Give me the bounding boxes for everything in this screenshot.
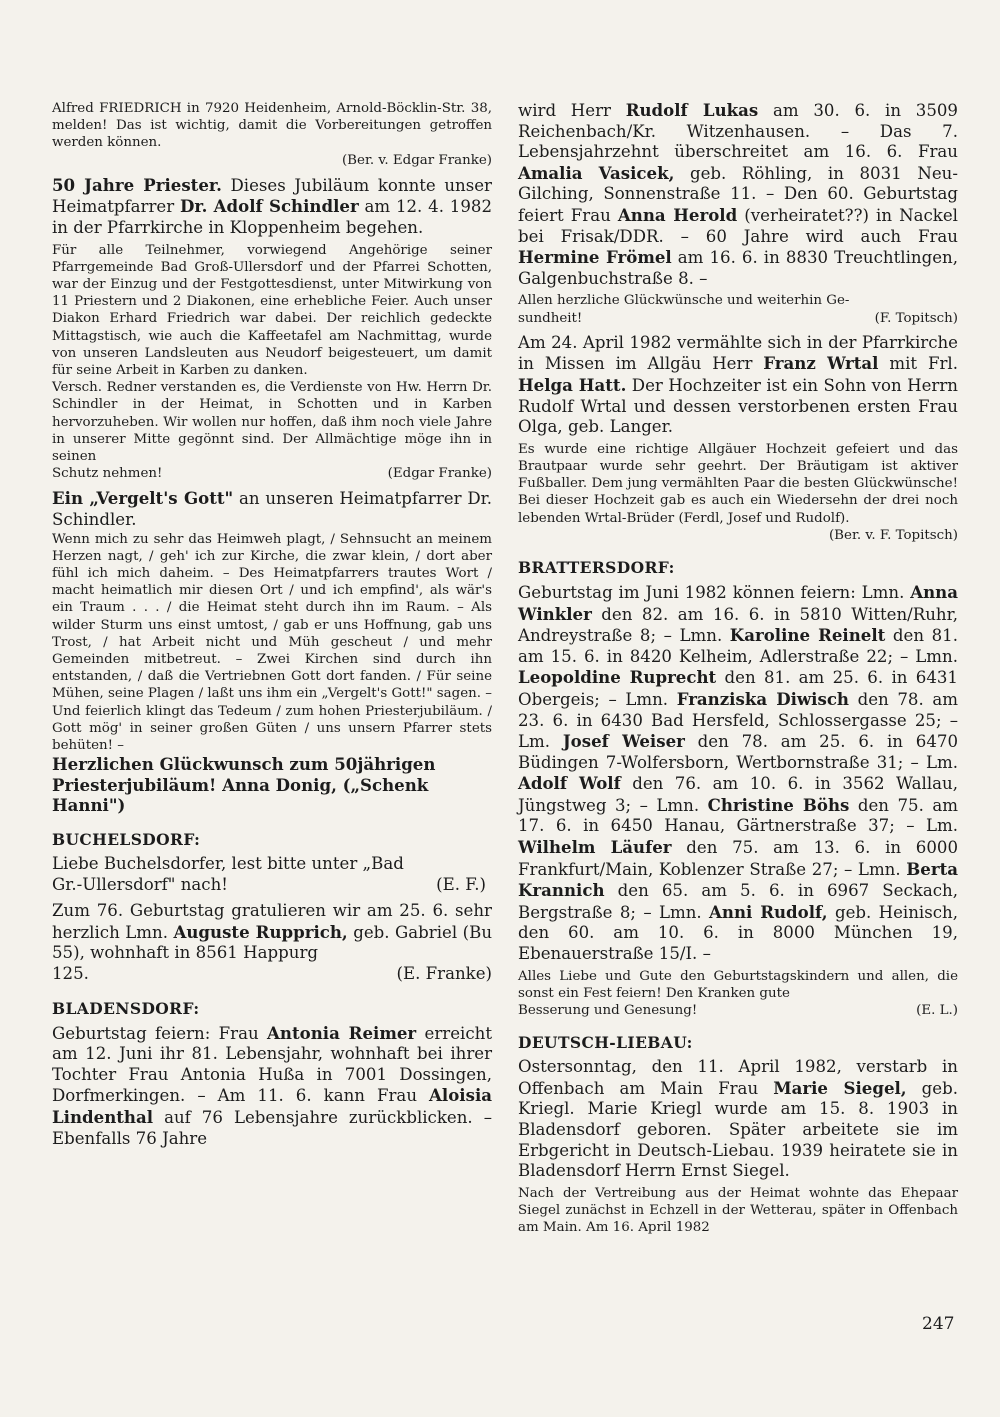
bold-name: Franziska Diwisch: [676, 688, 849, 709]
signature: (Ber. v. F. Topitsch): [828, 527, 958, 543]
signature-row: 125. (E. Franke): [52, 964, 492, 984]
bold-name: Hermine Frömel: [518, 247, 672, 268]
paragraph-feier: Für alle Teilnehmer, vorwiegend Angehörige seiner Pfarrgemeinde Bad Groß-Ullersdorf und der Pfarrei Schotten, war der Einzug und der Festgottesdienst, unter Mitwirkung von 11 Priestern und 2 Diakonen, eine erhebliche Feier. Auch unser Diakon Erhard Friedrich war dabei. Der reichlich gedeckte Mittagstisch, wie auch die Kaffeetafel am Nachmittag, wurde von unseren Landsleuten aus Neudorf beigesteuert, um damit für seine Arbeit in Karben zu danken.: [52, 242, 492, 379]
bold-name: Leopoldine Ruprecht: [518, 667, 717, 688]
section-heading-brattersdorf: BRATTERSDORF:: [518, 557, 675, 577]
bold-name: Anni Rudolf,: [709, 901, 828, 922]
bold-name: Anna Herold: [617, 204, 738, 225]
signature: (E. F.): [436, 874, 486, 894]
bold-name: Anna Winkler: [518, 581, 958, 624]
signature-row: Schutz nehmen! (Edgar Franke): [52, 466, 492, 482]
vergelts-gott-heading: Ein „Vergelt's Gott" an unseren Heimatpfarrer Dr. Schindler.: [52, 488, 493, 530]
paragraph-buchelsdorf: Liebe Buchelsdorfer, lest bitte unter „Bad: [52, 854, 404, 874]
signature: (Ber. v. Edgar Franke): [341, 152, 492, 168]
right-column: [518, 100, 958, 1236]
signature-row: Gr.-Ullersdorf" nach! (E. F.): [52, 874, 486, 894]
bold-name: Marie Siegel,: [773, 1077, 907, 1098]
paragraph-birthdays: wird Herr Rudolf Lukas am 30. 6. in 3509 Reichenbach/Kr. Witzenhausen. – Das 7. Lebensjahrzehnt überschreitet am 16. 6. Frau Amalia Vasicek, geb. Röhling, in 8031 Neu-Gilching, Sonnenstraße 11. – Den 60. Geburtstag feiert Frau Anna Herold (verheiratet??) in Nackel bei Frisak/DDR. – 60 Jahre wird auch Frau Hermine Frömel am 16. 6. in 8830 Treuchtlingen, Galgenbuchstraße 8. –: [518, 100, 958, 288]
signature: (Edgar Franke): [387, 466, 492, 482]
paragraph-rupprich: Zum 76. Geburtstag gratulieren wir am 25. 6. sehr herzlich Lmn. Auguste Rupprich, geb. Gabriel (Bu 55), wohnhaft in 8561 Happurg: [52, 901, 493, 963]
left-column: [52, 100, 492, 1149]
bold-name: Aloisia Lindenthal: [52, 1085, 492, 1127]
page-number: 247: [922, 1314, 955, 1334]
paragraph-bladensdorf: Geburtstag feiern: Frau Antonia Reimer erreicht am 12. Juni ihr 81. Lebensjahr, wohnhaft bei ihrer Tochter Frau Antonia Hußa in 7001 Dossingen, Dorfmerkingen. – Am 11. 6. kann Frau Aloisia Lindenthal auf 76 Lebensjahre zurückblicken. – Ebenfalls 76 Jahre: [52, 1022, 492, 1148]
article-50-jahre-priester: 50 Jahre Priester. Dieses Jubiläum konnte unser Heimatpfarrer Dr. Adolf Schindler am 12. 4. 1982 in der Pfarrkirche in Kloppenheim begehen.: [52, 174, 492, 237]
bold-name: Adolf Wolf: [518, 773, 621, 794]
bold-name: Dr. Adolf Schindler: [179, 196, 359, 217]
bold-name: Christine Böhs: [707, 794, 850, 815]
signature: (E. L.): [916, 1003, 958, 1019]
section-heading-bladensdorf: BLADENSDORF:: [52, 998, 200, 1018]
bold-name: Helga Hatt.: [518, 374, 627, 395]
bold-name: Franz Wrtal: [763, 353, 879, 374]
paragraph-wedding: Am 24. April 1982 vermählte sich in der Pfarrkirche in Missen im Allgäu Herr Franz Wrtal mit Frl. Helga Hatt. Der Hochzeiter ist ein Sohn von Herrn Rudolf Wrtal und dessen verstorbenen ersten Frau Olga, geb. Langer.: [518, 332, 958, 437]
signature: (E. Franke): [396, 964, 492, 984]
bold-name: Antonia Reimer: [267, 1022, 417, 1043]
bold-name: Karoline Reinelt: [729, 625, 886, 646]
section-heading-buchelsdorf: BUCHELSDORF:: [52, 830, 201, 850]
signature-row: Besserung und Genesung! (E. L.): [518, 1003, 958, 1019]
paragraph-brattersdorf: Geburtstag im Juni 1982 können feiern: Lmn. Anna Winkler den 82. am 16. 6. in 5810 Witten/Ruhr, Andreystraße 8; – Lmn. Karoline Reinelt den 81. am 15. 6. in 8420 Kelheim, Adlerstraße 22; – Lmn. Leopoldine Ruprecht den 81. am 25. 6. in 6431 Obergeis; – Lmn. Franziska Diwisch den 78. am 23. 6. in 6430 Bad Hersfeld, Schlossergasse 25; – Lm. Josef Weiser den 78. am 25. 6. in 6470 Büdingen 7-Wolfersborn, Wertbornstraße 31; – Lm. Adolf Wolf den 76. am 10. 6. in 3562 Wallau, Jüngstweg 3; – Lmn. Christine Böhs den 75. am 17. 6. in 6450 Hanau, Gärtnerstraße 37; – Lm. Wilhelm Läufer den 75. am 13. 6. in 6000 Frankfurt/Main, Koblenzer Straße 27; – Lmn. Berta Krannich den 65. am 5. 6. in 6967 Seckach, Bergstraße 8; – Lmn. Anni Rudolf, geb. Heinisch, den 60. am 10. 6. in 8000 München 19, Ebenauerstraße 15/I. –: [518, 581, 959, 964]
congratulation-bold: Herzlichen Glückwunsch zum 50jährigen Priesterjubiläum! Anna Donig, („Schenk Hanni"): [52, 754, 436, 816]
paragraph-deutsch-liebau: Ostersonntag, den 11. April 1982, verstarb in Offenbach am Main Frau Marie Siegel, geb. Kriegl. Marie Kriegl wurde am 15. 8. 1903 in Bladensdorf geboren. Später arbeitete sie im Erbgericht in Deutsch-Liebau. 1939 heiratete sie in Bladensdorf Herrn Ernst Siegel.: [518, 1057, 958, 1181]
bold-name: Auguste Rupprich,: [173, 921, 348, 942]
paragraph-brattersdorf-wishes: Alles Liebe und Gute den Geburtstagskindern und allen, die sonst ein Fest feiern! Den Kranken gute: [518, 968, 958, 1001]
paragraph-wishes: Allen herzliche Glückwünsche und weiterhin Ge-: [518, 293, 850, 309]
bold-title: 50 Jahre Priester.: [52, 174, 222, 195]
bold-name: Amalia Vasicek,: [518, 162, 675, 183]
paragraph-deutsch-liebau-detail: Nach der Vertreibung aus der Heimat wohnte das Ehepaar Siegel zunächst in Echzell in der Wetterau, später in Offenbach am Main. Am 16. April 1982: [518, 1185, 958, 1236]
paragraph-heidenheim: Alfred FRIEDRICH in 7920 Heidenheim, Arnold-Böcklin-Str. 38, melden! Das ist wichtig, damit die Vorbereitungen getroffen werden können.: [52, 101, 492, 151]
bold-name: Wilhelm Läufer: [518, 837, 672, 858]
signature: (F. Topitsch): [874, 310, 958, 326]
poem: Wenn mich zu sehr das Heimweh plagt, / Sehnsucht an meinem Herzen nagt, / geh' ich zur Kirche, die zwar klein, / dort aber fühl ich mich daheim. – Des Heimatpfarrers trautes Wort / macht heimatlich mir diesen Ort / und ich empfind', als wär's ein Traum . . . / die Heimat steht durch ihn im Raum. – Als wilder Sturm uns einst umtost, / gab er uns Hoffnung, gab uns Trost, / hat Arbeit nicht und Müh gescheut / und mehr Gemeinden mitbetreut. – Zwei Kirchen sind durch ihn entstanden, / daß die Vertriebnen Gott dort fanden. / Für seine Mühen, seine Plagen / laßt uns ihm ein „Vergelt's Gott!" sagen. – Und feierlich klingt das Tedeum / zum hohen Priesterjubiläum. / Gott mög' in seiner großen Güten / uns unsern Pfarrer stets behüten! –: [52, 531, 492, 754]
bold-name: Rudolf Lukas: [625, 100, 759, 120]
paragraph-redner: Versch. Redner verstanden es, die Verdienste von Hw. Herrn Dr. Schindler in der Heimat, in Schotten und in Karben hervorzuheben. Wir wollen nur hoffen, daß ihm noch viele Jahre in unserer Mitte gegönnt sind. Der Allmächtige möge ihn in seinen: [52, 380, 492, 465]
bold-name: Berta Krannich: [518, 858, 958, 901]
bold-name: Josef Weiser: [562, 731, 685, 752]
paragraph-wedding-detail: Es wurde eine richtige Allgäuer Hochzeit gefeiert und das Brautpaar wurde sehr geehrt. Der Bräutigam ist aktiver Fußballer. Dem jung vermählten Paar die besten Glückwünsche! Bei dieser Hochzeit gab es auch ein Wiedersehn der drei noch lebenden Wrtal-Brüder (Ferdl, Josef und Rudolf).: [518, 441, 958, 526]
section-heading-deutsch-liebau: DEUTSCH-LIEBAU:: [518, 1033, 693, 1053]
signature-row: sundheit! (F. Topitsch): [518, 310, 958, 326]
